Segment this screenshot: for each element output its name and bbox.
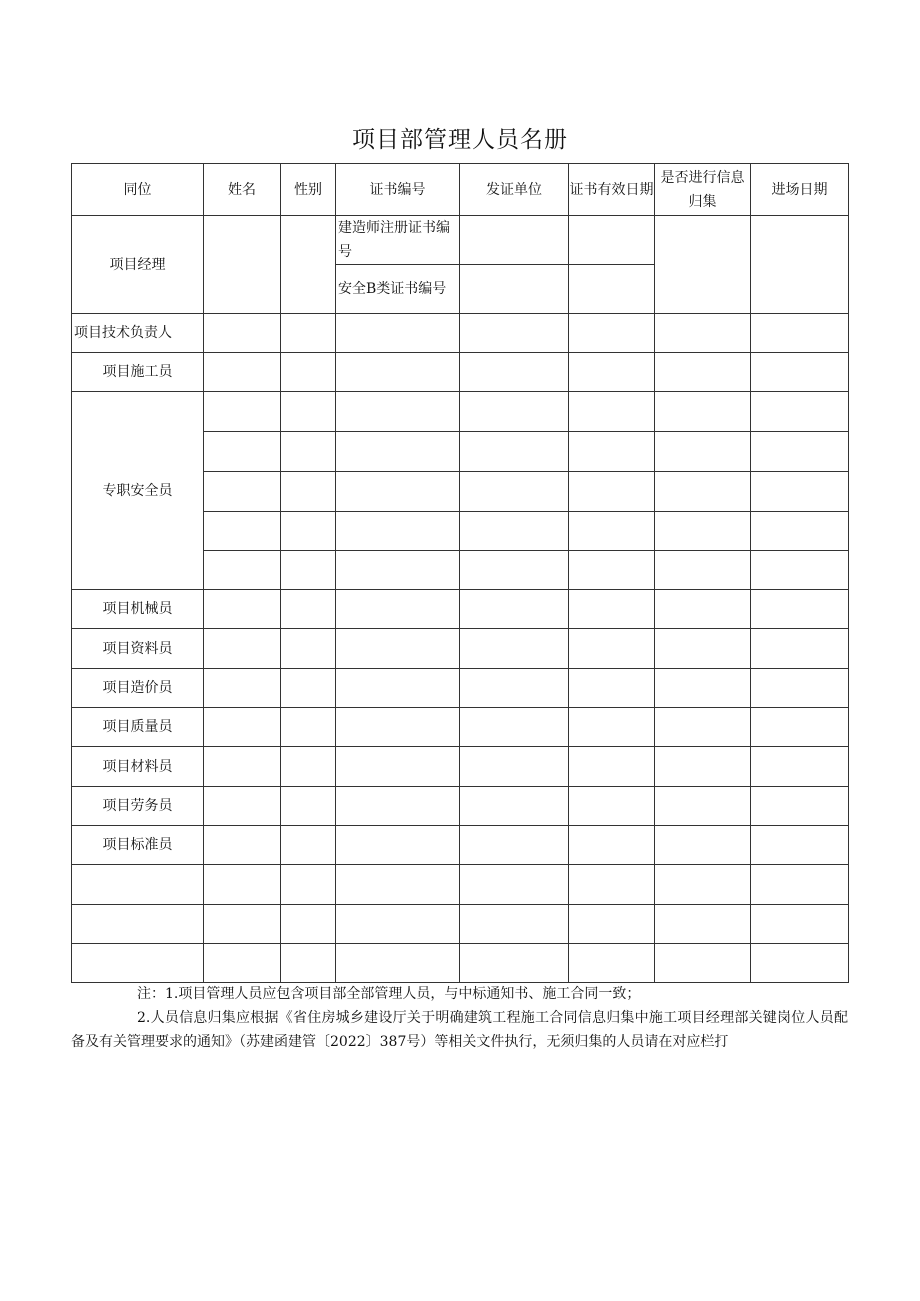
table-row — [72, 629, 849, 669]
cell-entry-date[interactable] — [751, 216, 849, 314]
role-safety-officer: 专职安全员 — [72, 392, 204, 590]
table-row — [72, 944, 849, 983]
table-row — [72, 826, 849, 865]
cell-gender[interactable] — [281, 216, 336, 314]
table-row — [72, 787, 849, 826]
header-issuer: 发证单位 — [460, 164, 569, 216]
table-row — [72, 747, 849, 787]
role-constructor: 项目施工员 — [72, 353, 204, 392]
table-row — [72, 905, 849, 944]
cell-cert-valid[interactable] — [569, 265, 655, 314]
footnotes — [71, 982, 848, 1054]
page-title: 项目部管理人员名册 — [352, 127, 568, 153]
role-documents: 项目资料员 — [72, 629, 204, 669]
table-row — [72, 865, 849, 905]
header-gender: 性别 — [281, 164, 336, 216]
header-entry-date: 进场日期 — [751, 164, 849, 216]
role-materials: 项目材料员 — [72, 747, 204, 787]
role-cost: 项目造价员 — [72, 669, 204, 708]
role-standards: 项目标准员 — [72, 826, 204, 865]
role-tech-lead: 项目技术负责人 — [72, 314, 204, 353]
role-quality: 项目质量员 — [72, 708, 204, 747]
role-project-manager: 项目经理 — [72, 216, 204, 314]
cell-cert-valid[interactable] — [569, 216, 655, 265]
table-row — [72, 216, 849, 265]
table-row — [72, 353, 849, 392]
cell-name[interactable] — [204, 216, 281, 314]
table-row — [72, 590, 849, 629]
cert-type-builder: 建造师注册证书编号 — [336, 216, 460, 265]
role-labor: 项目劳务员 — [72, 787, 204, 826]
header-info-collected: 是否进行信息归集 — [655, 164, 751, 216]
table-row — [72, 708, 849, 747]
header-name: 姓名 — [204, 164, 281, 216]
cell-issuer[interactable] — [460, 216, 569, 265]
table-row — [72, 314, 849, 353]
cell-issuer[interactable] — [460, 265, 569, 314]
staff-roster-table — [71, 163, 849, 983]
header-cert-no: 证书编号 — [336, 164, 460, 216]
header-row — [72, 164, 849, 216]
cert-type-safety-b: 安全B类证书编号 — [336, 265, 460, 314]
header-position: 同位 — [72, 164, 204, 216]
header-cert-valid: 证书有效日期 — [569, 164, 655, 216]
cell-info-collected[interactable] — [655, 216, 751, 314]
table-row — [72, 669, 849, 708]
role-machinery: 项目机械员 — [72, 590, 204, 629]
table-row — [72, 392, 849, 432]
note-1: 注：1.项目管理人员应包含项目部全部管理人员，与中标通知书、施工合同一致； — [137, 986, 641, 1002]
note-2: 2.人员信息归集应根据《省住房城乡建设厅关于明确建筑工程施工合同信息归集中施工项目经理部关键岗位人员配备及有关管理要求的通知》（苏建函建管〔2022〕387号）等相关文件执行，无须归集的人员请在对应栏打 — [71, 1010, 848, 1050]
